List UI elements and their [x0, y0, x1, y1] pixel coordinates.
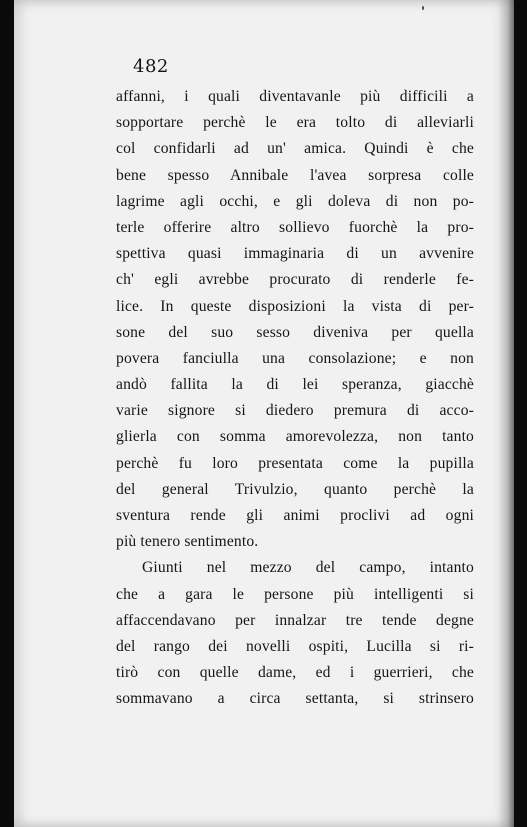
text-line: del general Trivulzio, quanto perchè la: [116, 480, 474, 498]
text-line: affanni, i quali diventavanle più difficili a: [116, 88, 474, 105]
text-line: lagrime agli occhi, e gli doleva di non po-: [116, 192, 474, 210]
text-line: varie signore si diedero premura di acco-: [116, 402, 474, 420]
text-line: povera fanciulla una consolazione; e non: [116, 349, 474, 367]
text-line: che a gara le persone più intelligenti si: [116, 585, 474, 603]
text-line: sone del suo sesso diveniva per quella: [116, 323, 474, 341]
text-line: affaccendavano per innalzar tre tende degne: [116, 611, 474, 629]
text-line: spettiva quasi immaginaria di un avvenire: [116, 245, 474, 263]
text-line: sopportare perchè le era tolto di alleviarli: [116, 114, 474, 132]
paper-speck: [422, 6, 424, 10]
paragraph-end-line: più tenero sentimento.: [116, 533, 259, 551]
body-text: [116, 84, 474, 713]
text-line: col confidarli ad un' amica. Quindi è che: [116, 140, 474, 158]
text-line: glierla con somma amorevolezza, non tanto: [116, 428, 474, 446]
text-line: terle offerire altro sollievo fuorchè la pro-: [116, 218, 474, 236]
text-line: del rango dei novelli ospiti, Lucilla si ri-: [116, 637, 474, 655]
text-line: sommavano a circa settanta, si strinsero: [116, 690, 474, 708]
text-line: perchè fu loro presentata come la pupilla: [116, 454, 474, 472]
text-line: sventura rende gli animi proclivi ad ogni: [116, 507, 474, 524]
text-line: ch' egli avrebbe procurato di renderle fe-: [116, 271, 474, 289]
text-line: bene spesso Annibale l'avea sorpresa colle: [116, 166, 474, 184]
text-line: lice. In queste disposizioni la vista di per-: [116, 297, 474, 315]
paragraph-start-line: Giunti nel mezzo del campo, intanto: [142, 559, 474, 577]
page-number: 482: [133, 56, 169, 77]
text-line: tirò con quelle dame, ed i guerrieri, che: [116, 664, 474, 682]
text-line: andò fallita la di lei speranza, giacchè: [116, 376, 474, 394]
page-edge-shadow: [498, 0, 514, 827]
